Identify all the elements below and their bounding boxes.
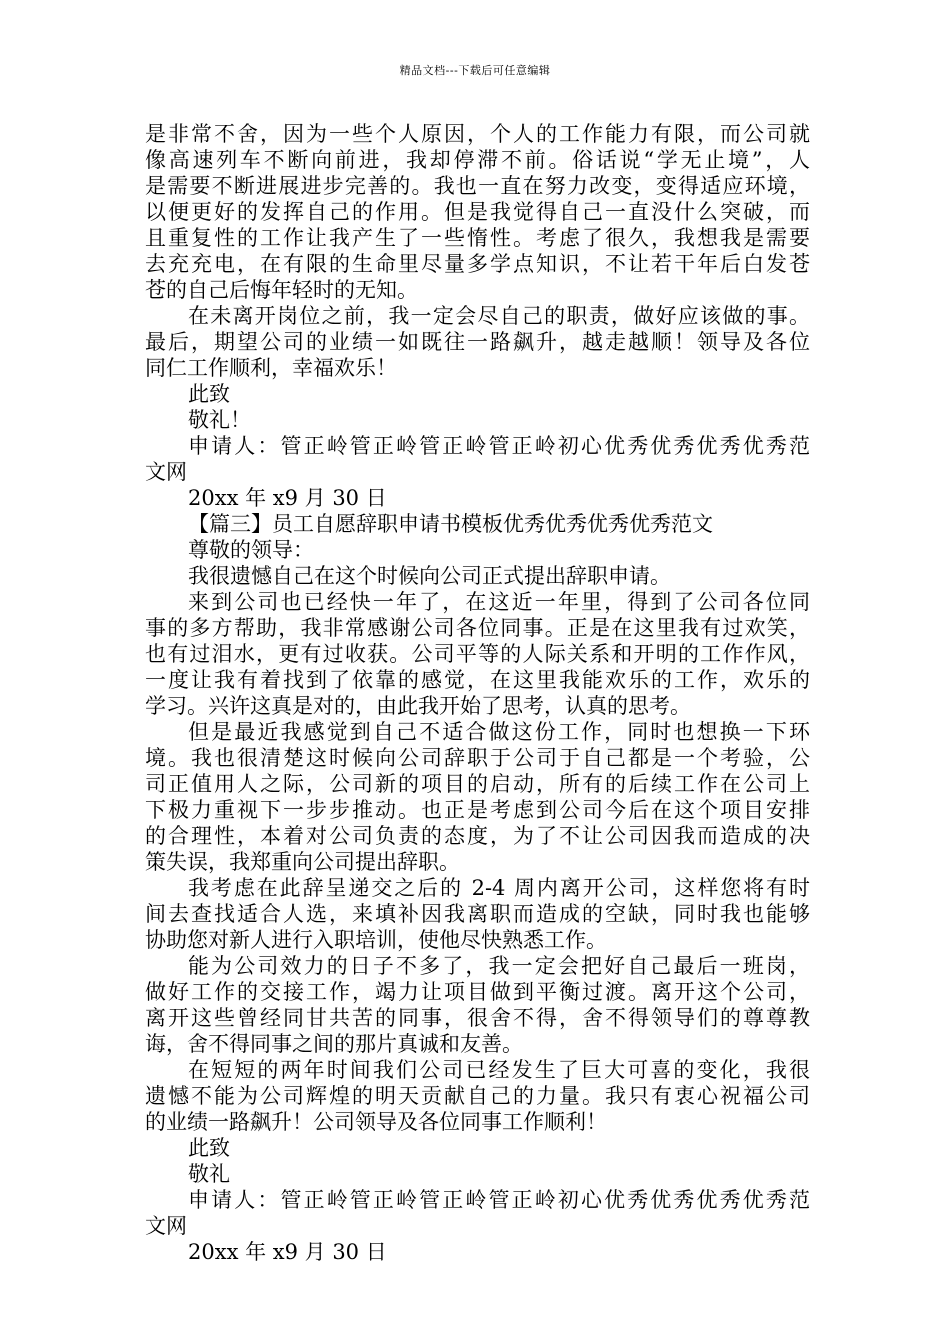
text-line: 在未离开岗位之前，我一定会尽自己的职责，做好应该做的事。: [188, 304, 810, 328]
text-line: 文网: [145, 1214, 187, 1238]
text-line: 最后，期望公司的业绩一如既往一路飙升，越走越顺！领导及各位: [145, 330, 810, 354]
text-line: 此致: [188, 382, 230, 406]
text-line: 【篇三】员工自愿辞职申请书模板优秀优秀优秀优秀范文: [188, 512, 713, 536]
text-line: 敬礼: [188, 1162, 230, 1186]
text-line: 诲，舍不得同事之间的那片真诚和友善。: [145, 1032, 523, 1056]
text-line: 我考虑在此辞呈递交之后的 2-4 周内离开公司，这样您将有时: [188, 876, 810, 900]
text-line: 遗憾不能为公司辉煌的明天贡献自己的力量。我只有衷心祝福公司: [145, 1084, 810, 1108]
text-line: 一度让我有着找到了依靠的感觉，在这里我能欢乐的工作，欢乐的: [145, 668, 810, 692]
document-body: [145, 121, 810, 1265]
text-line: 20xx 年 x9 月 30 日: [188, 1240, 387, 1264]
text-line: 像高速列车不断向前进，我却停滞不前。俗话说“学无止境”，人: [145, 148, 810, 172]
text-line: 来到公司也已经快一年了，在这近一年里，得到了公司各位同: [188, 590, 810, 614]
text-line: 间去查找适合人选，来填补因我离职而造成的空缺，同时我也能够: [145, 902, 810, 926]
text-line: 文网: [145, 460, 187, 484]
text-line: 此致: [188, 1136, 230, 1160]
text-line: 学习。兴许这真是对的，由此我开始了思考，认真的思考。: [145, 694, 691, 718]
text-line: 我很遗憾自己在这个时候向公司正式提出辞职申请。: [188, 564, 671, 588]
text-line: 的业绩一路飙升！公司领导及各位同事工作顺利！: [145, 1110, 607, 1134]
page-header: 精品文档---下载后可任意编辑: [399, 64, 551, 77]
text-line: 做好工作的交接工作，竭力让项目做到平衡过渡。离开这个公司，: [145, 980, 810, 1004]
text-line: 下极力重视下一步步推动。也正是考虑到公司今后在这个项目安排: [145, 798, 810, 822]
text-line: 也有过泪水，更有过收获。公司平等的人际关系和开明的工作作风，: [145, 642, 810, 666]
text-line: 尊敬的领导：: [188, 538, 314, 562]
text-line: 敬礼！: [188, 408, 251, 432]
text-line: 事的多方帮助，我非常感谢公司各位同事。正是在这里我有过欢笑，: [145, 616, 810, 640]
text-line: 是非常不舍，因为一些个人原因，个人的工作能力有限，而公司就: [145, 122, 810, 146]
text-line: 但是最近我感觉到自己不适合做这份工作，同时也想换一下环: [188, 720, 810, 744]
text-line: 司正值用人之际，公司新的项目的启动，所有的后续工作在公司上: [145, 772, 810, 796]
text-line: 20xx 年 x9 月 30 日: [188, 486, 387, 510]
text-line: 协助您对新人进行入职培训，使他尽快熟悉工作。: [145, 928, 607, 952]
text-line: 申请人：管正岭管正岭管正岭管正岭初心优秀优秀优秀优秀范: [188, 434, 810, 458]
text-line: 的合理性，本着对公司负责的态度，为了不让公司因我而造成的决: [145, 824, 810, 848]
text-line: 是需要不断进展进步完善的。我也一直在努力改变，变得适应环境，: [145, 174, 810, 198]
text-line: 以便更好的发挥自己的作用。但是我觉得自己一直没什么突破，而: [145, 200, 810, 224]
text-line: 苍的自己后悔年轻时的无知。: [145, 278, 418, 302]
text-line: 去充充电，在有限的生命里尽量多学点知识，不让若干年后白发苍: [145, 252, 810, 276]
text-line: 在短短的两年时间我们公司已经发生了巨大可喜的变化，我很: [188, 1058, 810, 1082]
text-line: 且重复性的工作让我产生了一些惰性。考虑了很久，我想我是需要: [145, 226, 810, 250]
text-line: 境。我也很清楚这时候向公司辞职于公司于自己都是一个考验，公: [145, 746, 810, 770]
text-line: 策失误，我郑重向公司提出辞职。: [145, 850, 460, 874]
text-line: 申请人：管正岭管正岭管正岭管正岭初心优秀优秀优秀优秀范: [188, 1188, 810, 1212]
text-line: 能为公司效力的日子不多了，我一定会把好自己最后一班岗，: [188, 954, 810, 978]
text-line: 离开这些曾经同甘共苦的同事，很舍不得，舍不得领导们的尊尊教: [145, 1006, 810, 1030]
text-line: 同仁工作顺利，幸福欢乐！: [145, 356, 397, 380]
